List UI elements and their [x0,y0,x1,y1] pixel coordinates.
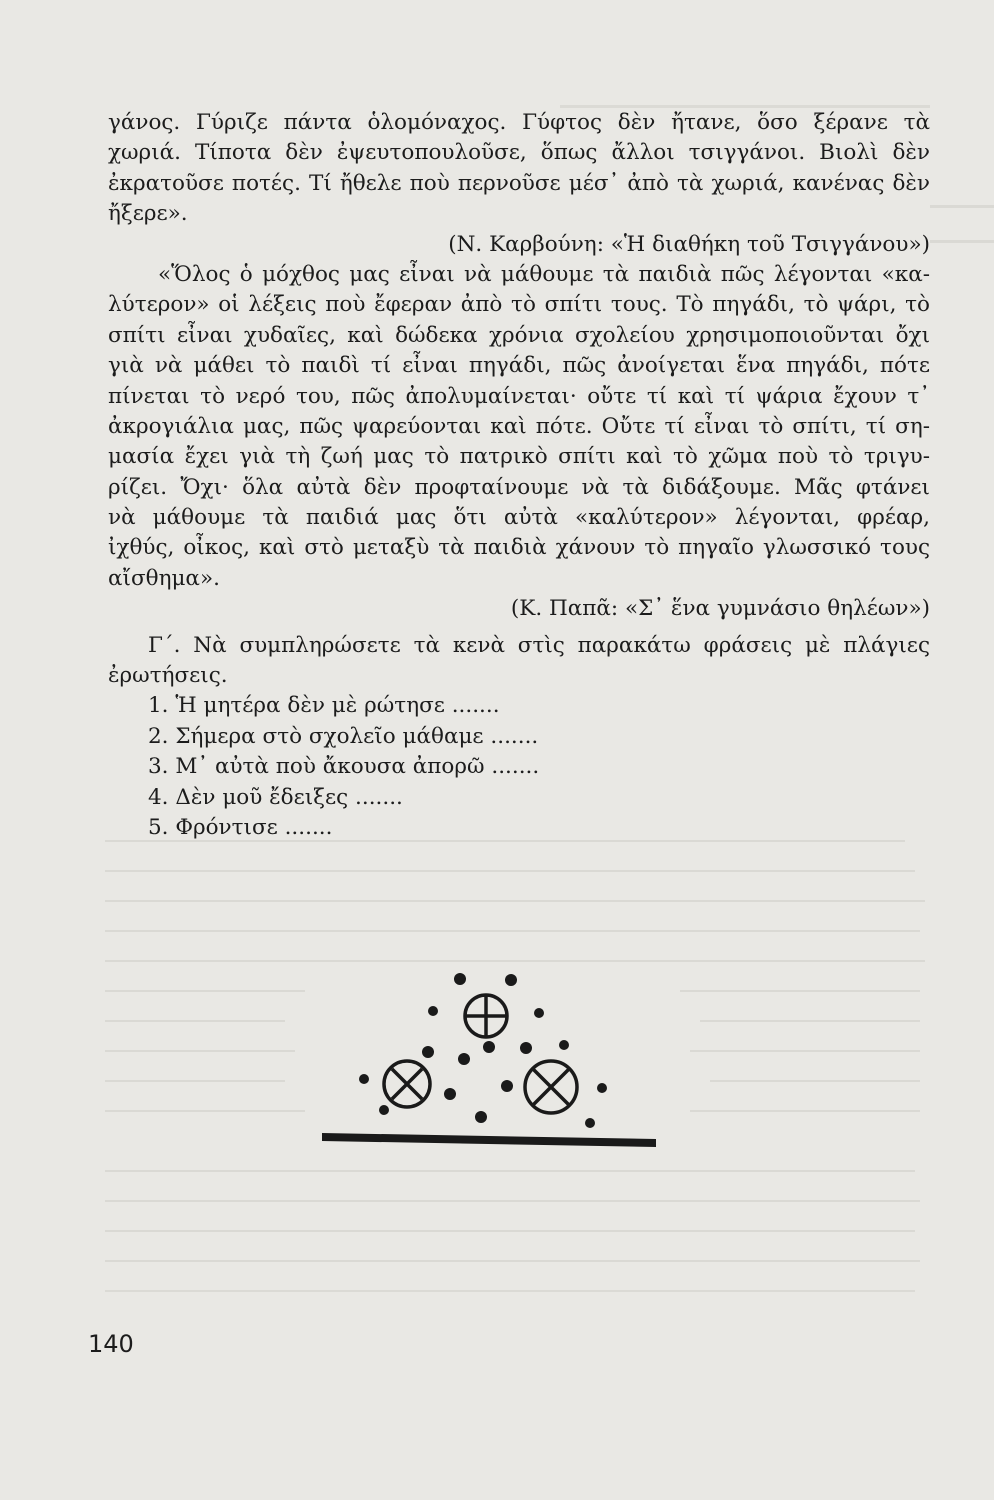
body-line: γιὰ νὰ μάθει τὸ παιδὶ τί εἶναι πηγάδι, πῶς ἀνοίγεται ἕνα πηγάδι, πότε [108,353,930,379]
exercise-item: 5. Φρόντισε ....... [148,814,333,840]
body-line: γάνος. Γύριζε πάντα ὁλομόναχος. Γύφτος δὲν ἤτανε, ὅσο ξέρανε τὰ [108,110,930,135]
source-citation: (Ν. Καρβούνη: «Ἡ διαθήκη τοῦ Τσιγγάνου») [448,231,930,257]
exercise-instruction: ἐρωτήσεις. [108,663,228,689]
body-line: αἴσθημα». [108,565,220,591]
exercise-instruction: Γ΄. Νὰ συμπληρώσετε τὰ κενὰ στὶς παρακάτω φράσεις μὲ πλάγιες [148,632,930,658]
source-citation: (Κ. Παπᾶ: «Σ᾽ ἕνα γυμνάσιο θηλέων») [510,596,930,622]
text-block [108,108,930,843]
body-line: ἰχθύς, οἶκος, καὶ στὸ μεταξὺ τὰ παιδιὰ χάνουν τὸ πηγαῖο γλωσσικό τους [108,535,930,561]
page-number: 140 [88,1330,134,1358]
exercise-item: 2. Σήμερα στὸ σχολεῖο μάθαμε ....... [148,723,539,749]
body-line: σπίτι εἶναι χυδαῖες, καὶ δώδεκα χρόνια σχολείου χρησιμοποιοῦνται ὄχι [108,322,930,348]
exercise-item: 4. Δὲν μοῦ ἔδειξες ....... [148,784,403,810]
body-line: ἤξερε». [108,201,188,227]
body-line: λύτερον» οἱ λέξεις ποὺ ἔφεραν ἀπὸ τὸ σπίτι τους. Τὸ πηγάδι, τὸ ψάρι, τὸ [108,292,930,318]
decorative-symbols-icon [300,955,680,1160]
exercise-item: 3. Μ᾽ αὐτὰ ποὺ ἄκουσα ἀπορῶ ....... [148,754,540,780]
body-line: πίνεται τὸ νερό του, πῶς ἀπολυμαίνεται· οὔτε τί καὶ τί ψάρια ἔχουν τ᾽ [108,383,930,409]
body-line: νὰ μάθουμε τὰ παιδιά μας ὅτι αὐτὰ «καλύτερον» λέγονται, φρέαρ, [108,505,930,531]
body-line: ἐκρατοῦσε ποτές. Τί ἤθελε ποὺ περνοῦσε μέσ᾽ ἀπὸ τὰ χωριά, κανένας δὲν [108,170,930,196]
body-line: «Ὅλος ὁ μόχθος μας εἶναι νὰ μάθουμε τὰ παιδιὰ πῶς λέγονται «κα- [158,261,930,287]
body-line: χωριά. Τίποτα δὲν ἐψευτοπουλοῦσε, ὅπως ἄλλοι τσιγγάνοι. Βιολὶ δὲν [108,140,930,166]
exercise-item: 1. Ἡ μητέρα δὲν μὲ ρώτησε ....... [148,693,500,719]
body-line: ρίζει. Ὄχι· ὅλα αὐτὰ δὲν προφταίνουμε νὰ τὰ διδάξουμε. Μᾶς φτάνει [108,474,930,500]
body-line: ἀκρογιάλια μας, πῶς ψαρεύονται καὶ πότε. Οὔτε τί εἶναι τὸ σπίτι, τί ση- [108,413,930,439]
body-line: μασία ἔχει γιὰ τὴ ζωή μας τὸ πατρικὸ σπίτι καὶ τὸ χῶμα ποὺ τὸ τριγυ- [108,444,930,470]
